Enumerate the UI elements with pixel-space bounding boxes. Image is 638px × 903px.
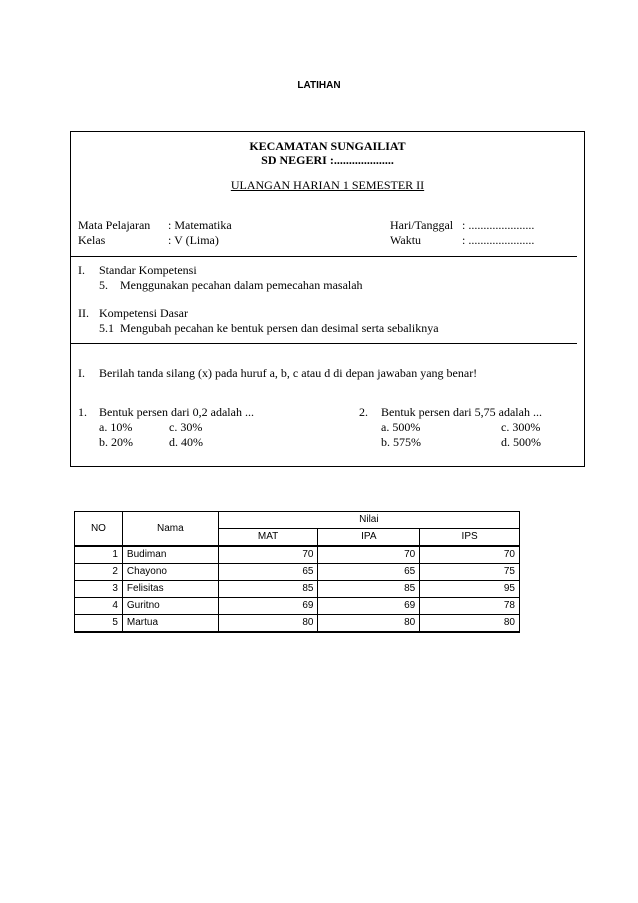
table-row <box>75 581 520 598</box>
row-name: Martua <box>122 615 218 633</box>
row-name: Budiman <box>122 546 218 564</box>
header-no: NO <box>75 512 123 547</box>
row-no: 1 <box>75 546 123 564</box>
row-ips: 95 <box>420 581 520 598</box>
section-number: I. <box>78 263 85 277</box>
row-no: 2 <box>75 564 123 581</box>
section-number: I. <box>78 366 85 380</box>
row-ips: 75 <box>420 564 520 581</box>
time-label: Waktu <box>390 233 422 247</box>
row-ipa: 80 <box>318 615 420 633</box>
class-label: Kelas <box>78 233 106 247</box>
row-name: Felisitas <box>122 581 218 598</box>
option-b: b. 20% <box>99 435 133 449</box>
score-table <box>74 511 520 633</box>
question-text: Bentuk persen dari 0,2 adalah ... <box>99 405 254 419</box>
row-no: 4 <box>75 598 123 615</box>
header-name: Nama <box>122 512 218 547</box>
date-label: Hari/Tanggal <box>390 218 454 232</box>
date-value: : ...................... <box>462 218 535 232</box>
district-title: KECAMATAN SUNGAILIAT <box>249 139 406 153</box>
row-ipa: 85 <box>318 581 420 598</box>
header-ipa: IPA <box>318 529 420 547</box>
row-ipa: 70 <box>318 546 420 564</box>
class-value: : V (Lima) <box>168 233 219 247</box>
time-value: : ...................... <box>462 233 535 247</box>
header-ips: IPS <box>420 529 520 547</box>
table-row <box>75 564 520 581</box>
question-text: Bentuk persen dari 5,75 adalah ... <box>381 405 542 419</box>
instruction-text: Berilah tanda silang (x) pada huruf a, b, c atau d di depan jawaban yang benar! <box>99 366 478 380</box>
divider-line <box>71 343 577 344</box>
option-b: b. 575% <box>381 435 421 449</box>
header-score-group: Nilai <box>218 512 519 529</box>
table-row <box>75 598 520 615</box>
option-c: c. 30% <box>169 420 203 434</box>
basic-competency-item: 5.1 Mengubah pecahan ke bentuk persen dan desimal serta sebaliknya <box>99 321 439 335</box>
row-name: Chayono <box>122 564 218 581</box>
basic-competency-title: Kompetensi Dasar <box>99 306 188 320</box>
row-ipa: 69 <box>318 598 420 615</box>
page-heading: LATIHAN <box>297 80 341 91</box>
option-c: c. 300% <box>501 420 541 434</box>
standard-competency-title: Standar Kompetensi <box>99 263 197 277</box>
standard-competency-item: 5. Menggunakan pecahan dalam pemecahan masalah <box>99 278 363 292</box>
row-mat: 80 <box>218 615 318 633</box>
row-name: Guritno <box>122 598 218 615</box>
option-d: d. 40% <box>169 435 203 449</box>
row-no: 5 <box>75 615 123 633</box>
table-row <box>75 615 520 633</box>
subject-value: : Matematika <box>168 218 232 232</box>
row-no: 3 <box>75 581 123 598</box>
row-ips: 78 <box>420 598 520 615</box>
table-row <box>75 546 520 564</box>
section-number: II. <box>78 306 89 320</box>
row-ipa: 65 <box>318 564 420 581</box>
option-d: d. 500% <box>501 435 541 449</box>
question-number: 2. <box>359 405 368 419</box>
subject-label: Mata Pelajaran <box>78 218 151 232</box>
option-a: a. 10% <box>99 420 133 434</box>
divider-line <box>71 256 577 257</box>
row-mat: 70 <box>218 546 318 564</box>
row-mat: 65 <box>218 564 318 581</box>
row-ips: 70 <box>420 546 520 564</box>
test-title: ULANGAN HARIAN 1 SEMESTER II <box>230 178 425 192</box>
row-ips: 80 <box>420 615 520 633</box>
row-mat: 69 <box>218 598 318 615</box>
option-a: a. 500% <box>381 420 421 434</box>
school-title: SD NEGERI :.................... <box>261 153 394 167</box>
exam-sheet <box>70 131 585 467</box>
header-mat: MAT <box>218 529 318 547</box>
question-number: 1. <box>78 405 87 419</box>
row-mat: 85 <box>218 581 318 598</box>
